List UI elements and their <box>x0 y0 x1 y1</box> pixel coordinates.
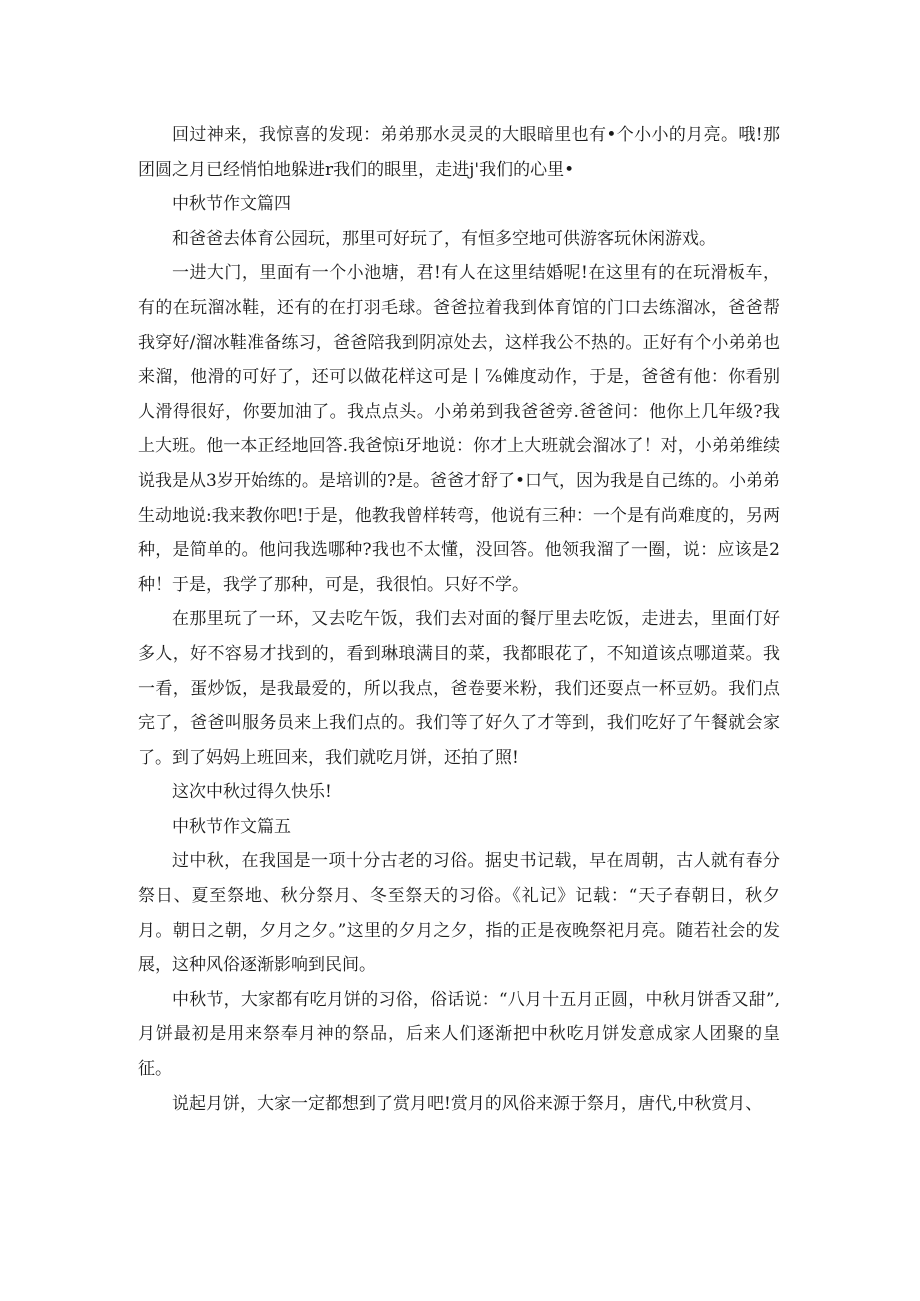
paragraph-1: 回过神来，我惊喜的发现：弟弟那水灵灵的大眼暗里也有•个小小的月亮。哦!那团圆之月已经悄怕地躲进r我们的眼里，走进j'我们的心里• <box>138 125 780 180</box>
paragraph-7: 中秋节，大家都有吃月饼的习俗，俗话说：“八月十五月正圆，中秋月饼香又甜”,月饼最初是用来祭奉月神的祭品，后来人们逐渐把中秋吃月饼发意成家人团聚的皇征。 <box>138 989 780 1080</box>
paragraph-8: 说起月饼，大家一定都想到了赏月吧!赏月的风俗来源于祭月，唐代,中秋赏月、 <box>172 1093 763 1114</box>
paragraph-4: 在那里玩了一环，又去吃午饭，我们去对面的餐厅里去吃饭，走进去，里面仃好多人，好不容易才找到的，看到琳琅满目的菜，我都眼花了，不知道该点哪道菜。我一看，蛋炒饭，是我最爱的，所以我点，爸卷要米粉，我们还耍点一杯豆奶。我们点完了，爸爸叫服务员来上我们点的。我们等了好久了才等到，我们吃好了午餐就会家了。到了妈妈上班回来，我们就吃月饼，还拍了照! <box>138 609 780 768</box>
paragraph-5: 这次中秋过得久快乐! <box>172 782 332 803</box>
section-heading-5: 中秋节作文篇五 <box>172 816 291 837</box>
paragraph-6: 过中秋，在我国是一项十分古老的习俗。据史书记载，早在周朝，古人就有春分祭日、夏至祭地、秋分祭月、冬至祭天的习俗。《礼记》记载：“天子春朝日，秋夕月。朝日之朝，夕月之夕。”这里的夕月之夕，指的正是夜晚祭祀月亮。随若社会的发展，这种风俗逐渐影响到民间。 <box>138 851 780 976</box>
paragraph-2: 和爸爸去体育公园玩，那里可好玩了，有恒多空地可供游客玩休闲游戏。 <box>172 228 716 249</box>
section-heading-4: 中秋节作文篇四 <box>172 194 291 215</box>
paragraph-3: 一进大门，里面有一个小池塘，君!有人在这里结婚呢!在这里有的在玩滑板车，有的在玩溜冰鞋，还有的在打羽毛球。爸爸拉着我到体育馆的门口去练溜冰，爸爸帮我穿好/溜冰鞋准备练习，爸爸陪我到阴凉处去，这样我公不热的。正好有个小弟弟也来溜，他滑的可好了，还可以做花样这可是丨⅞傩度动作，于是，爸爸有他：你看别人滑得很好，你要加油了。我点点头。小弟弟到我爸爸旁.爸爸问：他你上几年级?我上大班。他一本正经地回答.我爸惊i牙地说：你才上大班就会溜冰了！对，小弟弟维续说我是从3岁开始练的。是培训的?是。爸爸才舒了•口气，因为我是自己练的。小弟弟生动地说:我来教你吧!于是，他教我曾样转弯，他说有三种：一个是有尚难度的，另两种，是简单的。他问我选哪种?我也不太懂，没回答。他领我溜了一圈，说：应该是2种！于是，我学了那种，可是，我很怕。只好不学。 <box>138 263 780 595</box>
